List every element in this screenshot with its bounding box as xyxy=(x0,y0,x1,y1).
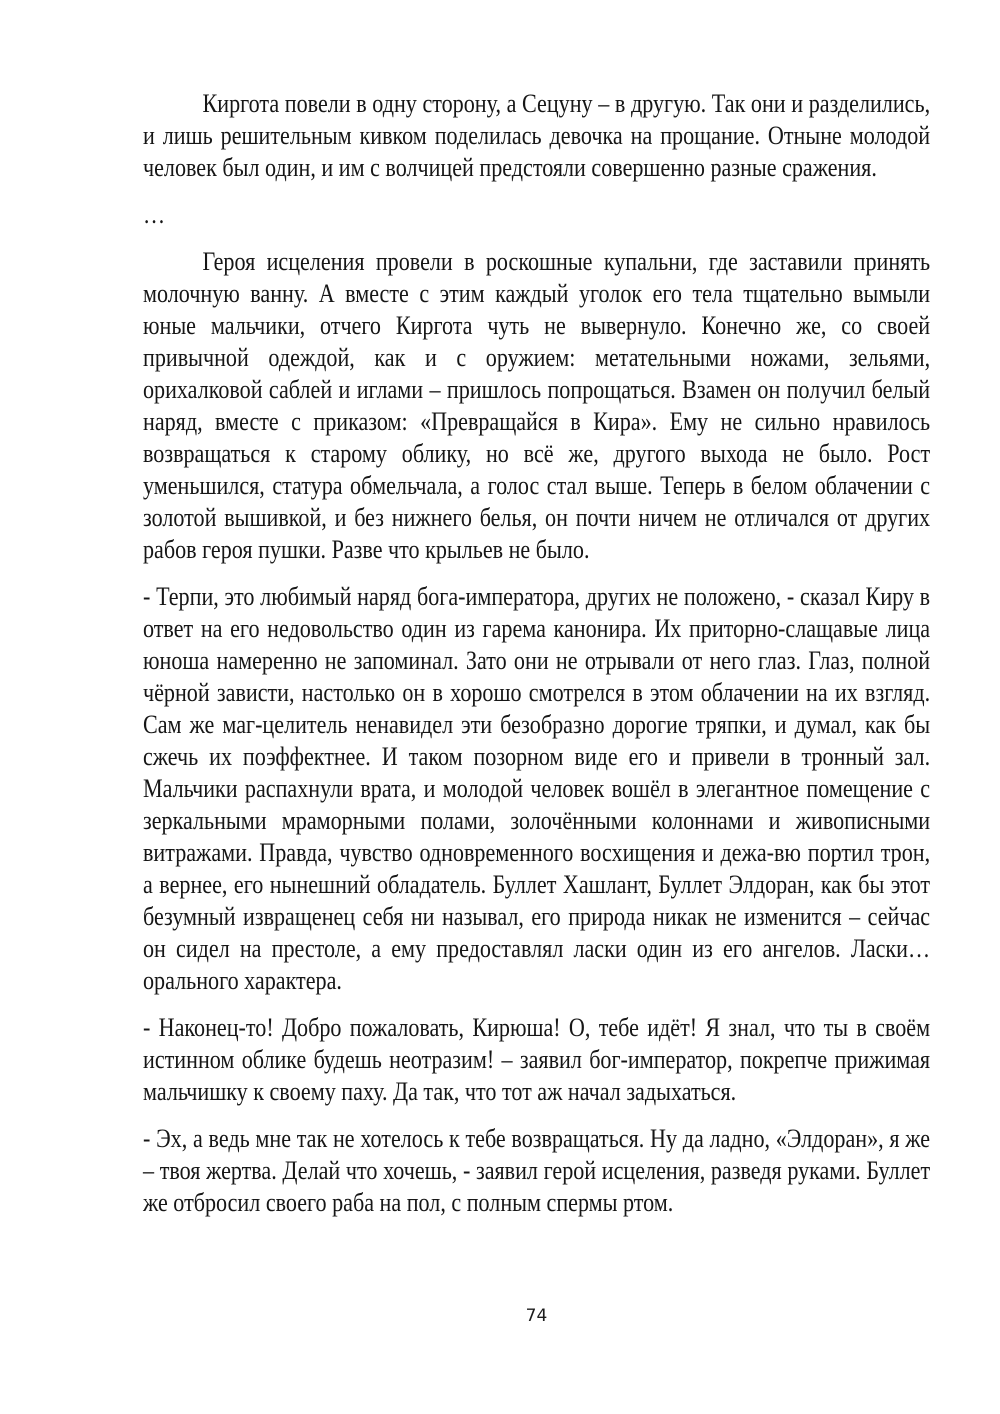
paragraph-dialogue: - Терпи, это любимый наряд бога-императора, других не положено, - сказал Киру в ответ на его недовольство один из гарема канонира. Их приторно-слащавые лица юноша намеренно не запоминал. Зато они не отрывали от него глаз. Глаз, полной чёрной зависти, настолько он в хорошо смотрелся в этом облачении на их взгляд. Сам же маг-целитель ненавидел эти безобразно дорогие тряпки, и думал, как бы сжечь их поэффектнее. И таком позорном виде его и привели в тронный зал. Мальчики распахнули врата, и молодой человек вошёл в элегантное помещение с зеркальными мраморными полами, золочёнными колоннами и живописными витражами. Правда, чувство одновременного восхищения и дежа-вю портил трон, а вернее, его нынешний обладатель. Буллет Хашлант, Буллет Элдоран, как бы этот безумный извращенец себя ни называл, его природа никак не изменится – сейчас он сидел на престоле, а ему предоставлял ласки один из его ангелов. Ласки… орального характера. xyxy=(143,582,931,995)
page-number: 74 xyxy=(525,1306,548,1326)
paragraph-narrative: Героя исцеления провели в роскошные купальни, где заставили принять молочную ванну. А вместе с этим каждый уголок его тела тщательно вымыли юные мальчики, отчего Киргота чуть не вывернуло. Конечно же, со своей привычной одеждой, как и с оружием: метательными ножами, зельями, орихалковой саблей и иглами – пришлось попрощаться. Взамен он получил белый наряд, вместе с приказом: «Превращайся в Кира». Ему не сильно нравилось возвращаться к старому облику, но всё же, другого выхода не было. Рост уменьшился, статура обмельчала, а голос стал выше. Теперь в белом облачении с золотой вышивкой, и без нижнего белья, он почти ничем не отличался от других рабов героя пушки. Разве что крыльев не было. xyxy=(143,247,931,564)
text-block xyxy=(143,88,930,1219)
ellipsis-separator: … xyxy=(143,200,166,229)
paragraph-dialogue: - Наконец-то! Добро пожаловать, Кирюша! О, тебе идёт! Я знал, что ты в своём истинном облике будешь неотразим! – заявил бог-император, покрепче прижимая мальчишку к своему паху. Да так, что тот аж начал задыхаться. xyxy=(143,1013,931,1106)
paragraph-narrative: Киргота повели в одну сторону, а Сецуну – в другую. Так они и разделились, и лишь решительным кивком поделилась девочка на прощание. Отныне молодой человек был один, и им с волчицей предстояли совершенно разные сражения. xyxy=(143,89,931,182)
paragraph-dialogue: - Эх, а ведь мне так не хотелось к тебе возвращаться. Ну да ладно, «Элдоран», я же – твоя жертва. Делай что хочешь, - заявил герой исцеления, разведя руками. Буллет же отбросил своего раба на пол, с полным спермы ртом. xyxy=(143,1124,931,1217)
